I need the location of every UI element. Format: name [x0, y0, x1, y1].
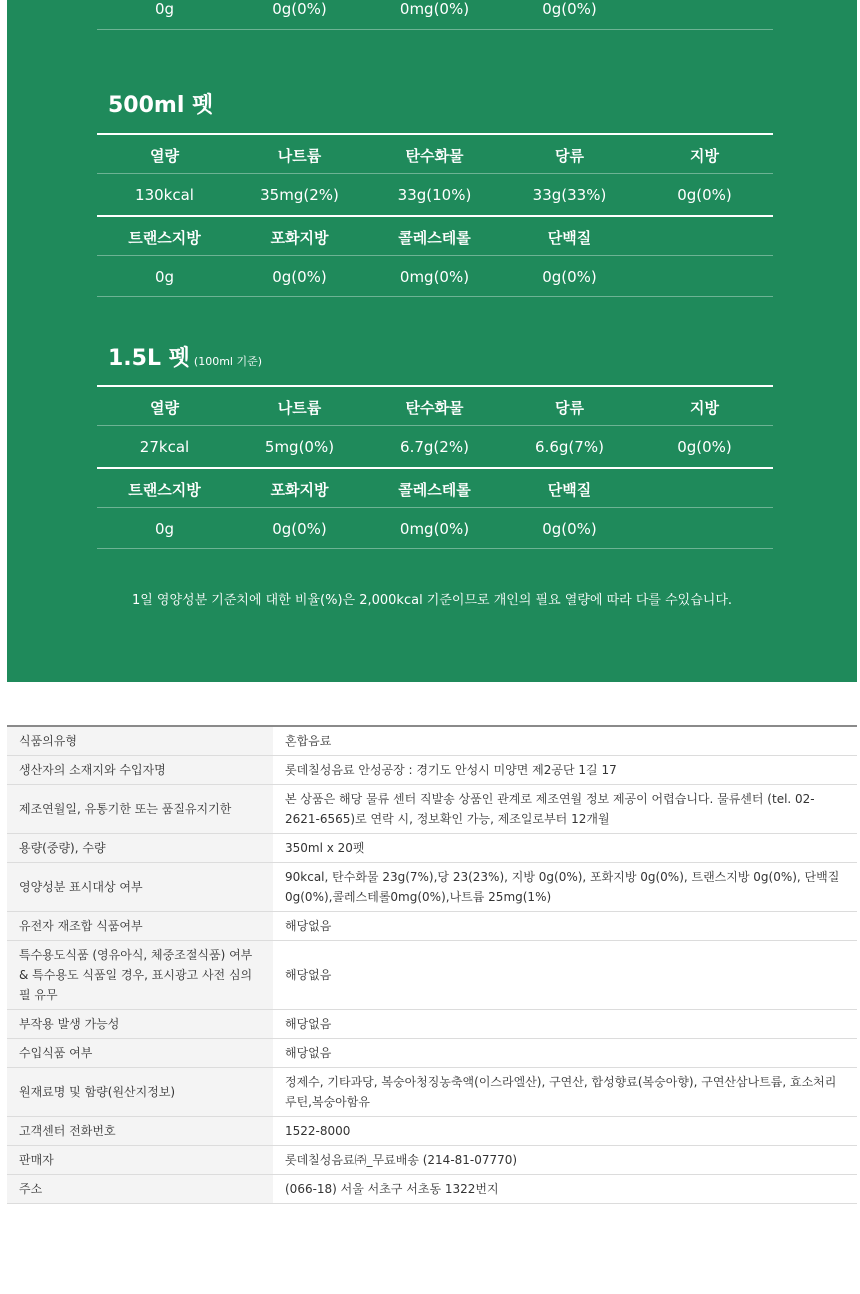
header-cell: 지방 [690, 147, 719, 165]
value-cell: 6.6g(7%) [535, 438, 604, 456]
header-cell: 열량 [150, 147, 179, 165]
info-label: 유전자 재조합 식품여부 [7, 912, 273, 940]
info-value: (066-18) 서울 서초구 서초동 1322번지 [285, 1182, 499, 1196]
header-cell: 지방 [690, 399, 719, 417]
info-label: 용량(중량), 수량 [7, 834, 273, 862]
info-value: 1522-8000 [285, 1124, 351, 1138]
header-cell: 나트륨 [277, 399, 322, 417]
info-row [7, 1039, 857, 1068]
table-header-row [97, 133, 773, 175]
info-row [7, 912, 857, 941]
value-cell: 0g(0%) [272, 520, 327, 538]
header-cell: 콜레스테롤 [398, 481, 471, 499]
product-info-table [7, 725, 857, 1204]
value-cell: 0g(0%) [542, 520, 597, 538]
nutrition-footnote: 1일 영양성분 기준치에 대한 비율(%)은 2,000kcal 기준이므로 개인의 필요 열량에 따라 다를 수있습니다. [131, 593, 733, 608]
value-cell: 0g(0%) [542, 0, 597, 18]
info-value: 정제수, 기타과당, 복숭아청징농축액(이스라엘산), 구연산, 합성향료(복숭아향), 구연산삼나트륨, 효소처리루틴,복숭아함유 [285, 1075, 837, 1109]
table-header-row [97, 467, 773, 509]
header-cell: 포화지방 [270, 229, 329, 247]
section-title-text: 1.5L 펫 [108, 346, 190, 371]
table-header-row [97, 215, 773, 257]
info-value: 롯데칠성음료 안성공장 : 경기도 안성시 미양면 제2공단 1길 17 [285, 763, 617, 777]
nutrition-partial-row [97, 0, 773, 30]
value-cell: 0g(0%) [272, 0, 327, 18]
info-row [7, 1068, 857, 1117]
value-cell: 0g [154, 520, 175, 538]
table-row [97, 425, 773, 467]
value-cell: 35mg(2%) [260, 186, 339, 204]
section-subtitle: (100ml 기준) [193, 355, 263, 368]
header-cell: 트랜스지방 [128, 481, 201, 499]
header-cell: 트랜스지방 [128, 229, 201, 247]
section-title-text: 500ml 펫 [108, 93, 214, 118]
table-row [97, 173, 773, 215]
value-cell: 0g [154, 268, 175, 286]
value-cell: 0g(0%) [272, 268, 327, 286]
info-label: 식품의유형 [7, 727, 273, 755]
header-cell: 열량 [150, 399, 179, 417]
value-cell: 0mg(0%) [399, 520, 470, 538]
info-label: 수입식품 여부 [7, 1039, 273, 1067]
header-cell: 탄수화물 [405, 399, 464, 417]
value-cell: 5mg(0%) [264, 438, 335, 456]
value-cell: 0mg(0%) [399, 268, 470, 286]
info-row [7, 756, 857, 785]
info-row [7, 863, 857, 912]
table-row [97, 255, 773, 297]
header-cell: 당류 [555, 147, 584, 165]
value-cell: 6.7g(2%) [400, 438, 469, 456]
info-label: 고객센터 전화번호 [7, 1117, 273, 1145]
header-cell: 콜레스테롤 [398, 229, 471, 247]
value-cell: 0g(0%) [677, 438, 732, 456]
table-row [97, 507, 773, 549]
value-cell: 33g(33%) [532, 186, 607, 204]
info-value: 해당없음 [285, 968, 332, 982]
header-cell: 당류 [555, 399, 584, 417]
info-label: 제조연월일, 유통기한 또는 품질유지기한 [7, 785, 273, 833]
info-value: 350ml x 20펫 [285, 841, 365, 855]
info-row [7, 1010, 857, 1039]
info-value: 해당없음 [285, 919, 332, 933]
value-cell: 0g(0%) [542, 268, 597, 286]
info-row [7, 727, 857, 756]
info-row [7, 834, 857, 863]
value-cell: 0mg(0%) [399, 0, 470, 18]
info-row [7, 941, 857, 1010]
info-label: 판매자 [7, 1146, 273, 1174]
info-row [7, 1146, 857, 1175]
info-value: 해당없음 [285, 1046, 332, 1060]
header-cell: 탄수화물 [405, 147, 464, 165]
value-cell: 0g(0%) [677, 186, 732, 204]
info-value: 해당없음 [285, 1017, 332, 1031]
info-value: 90kcal, 탄수화물 23g(7%),당 23(23%), 지방 0g(0%), 포화지방 0g(0%), 트랜스지방 0g(0%), 단백질 0g(0%),콜레스테롤0mg(0%),나트륨 25mg(1%) [285, 870, 840, 904]
value-cell: 0g [154, 0, 175, 18]
header-cell: 단백질 [547, 481, 592, 499]
info-label: 특수용도식품 (영유아식, 체중조절식품) 여부 & 특수용도 식품일 경우, 표시광고 사전 심의필 유무 [7, 941, 273, 1009]
value-cell: 130kcal [135, 186, 194, 204]
info-row [7, 1175, 857, 1204]
info-row [7, 1117, 857, 1146]
header-cell: 포화지방 [270, 481, 329, 499]
nutrition-panel [7, 0, 857, 682]
info-label: 부작용 발생 가능성 [7, 1010, 273, 1038]
header-cell: 단백질 [547, 229, 592, 247]
section-title [108, 92, 213, 120]
header-cell: 나트륨 [277, 147, 322, 165]
info-row [7, 785, 857, 834]
info-label: 영양성분 표시대상 여부 [7, 863, 273, 911]
value-cell: 27kcal [139, 438, 190, 456]
section-title [108, 345, 262, 376]
info-label: 생산자의 소재지와 수입자명 [7, 756, 273, 784]
info-value: 롯데칠성음료㈜_무료배송 (214-81-07770) [285, 1153, 518, 1167]
info-value: 혼합음료 [285, 734, 332, 748]
info-label: 원재료명 및 함량(원산지정보) [7, 1068, 273, 1116]
value-cell: 33g(10%) [397, 186, 472, 204]
info-value: 본 상품은 해당 물류 센터 직발송 상품인 관계로 제조연월 정보 제공이 어렵습니다. 물류센터 (tel. 02-2621-6565)로 연락 시, 정보확인 가능, 제조일로부터 12개월 [285, 792, 815, 826]
info-label: 주소 [7, 1175, 273, 1203]
table-header-row [97, 385, 773, 427]
